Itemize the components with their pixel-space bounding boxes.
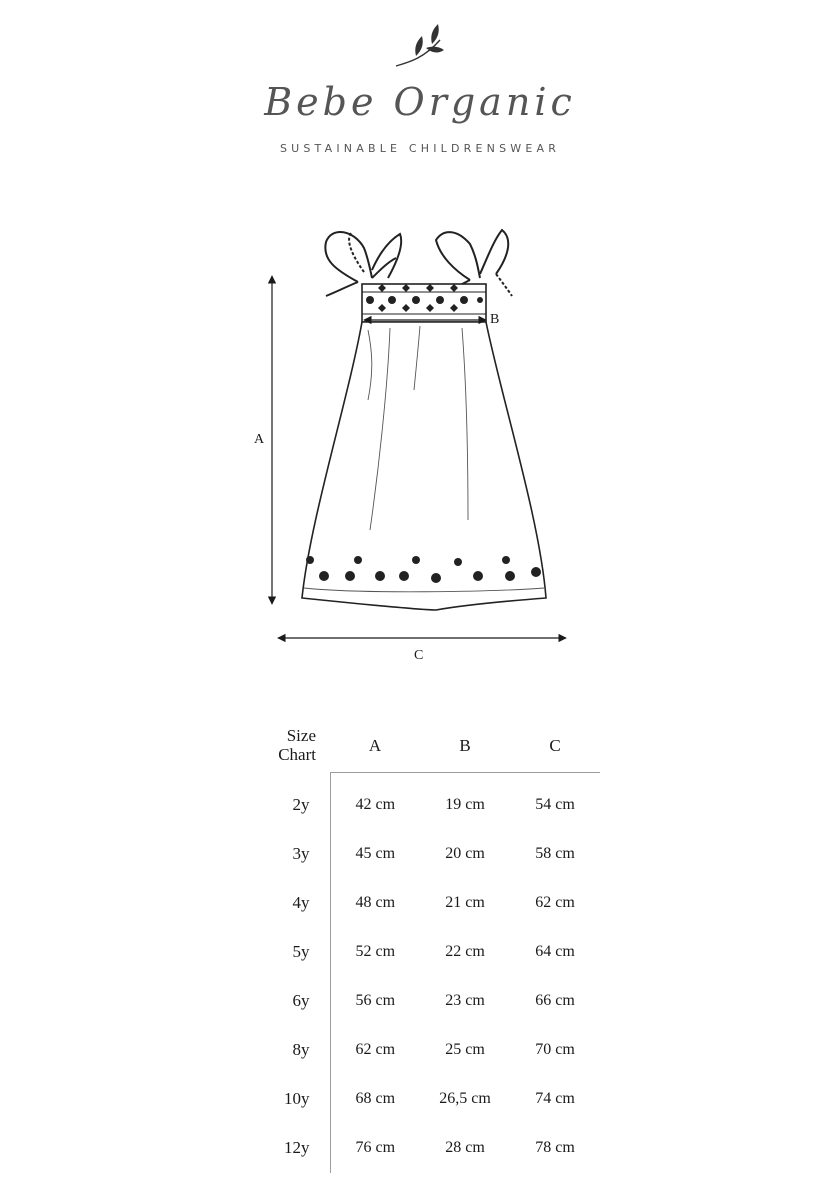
size-chart-corner-label xyxy=(240,720,330,772)
table-row xyxy=(240,1026,600,1075)
size-label: 10y xyxy=(240,1075,330,1124)
size-chart-corner-line1: Size xyxy=(286,726,316,745)
size-chart-header-row xyxy=(240,720,600,772)
measure-c: 58 cm xyxy=(535,845,575,862)
dimension-b-label: B xyxy=(490,312,500,327)
size-label: 4y xyxy=(240,879,330,928)
measure-b: 25 cm xyxy=(445,1041,485,1058)
measure-a: 76 cm xyxy=(355,1139,396,1156)
size-chart-corner-line2: Chart xyxy=(278,745,316,764)
dimension-a-label: A xyxy=(254,432,265,447)
size-label: 12y xyxy=(240,1124,330,1173)
skirt xyxy=(302,322,546,610)
table-row xyxy=(240,1075,600,1124)
table-row xyxy=(240,830,600,879)
column-header-b: B xyxy=(420,720,510,772)
measure-b: 28 cm xyxy=(445,1139,485,1156)
measure-c: 78 cm xyxy=(535,1139,575,1156)
column-header-a: A xyxy=(330,720,420,772)
dimension-c-label: C xyxy=(414,648,424,663)
dress-illustration xyxy=(240,200,600,680)
size-label: 8y xyxy=(240,1026,330,1075)
measure-c: 64 cm xyxy=(535,943,575,960)
size-chart-table xyxy=(240,720,600,1173)
dress-diagram xyxy=(240,200,600,680)
measure-c: 70 cm xyxy=(535,1041,575,1058)
leaf-icon xyxy=(380,18,460,74)
size-label: 5y xyxy=(240,928,330,977)
measure-b: 22 cm xyxy=(445,943,485,960)
measure-b: 21 cm xyxy=(445,894,485,911)
measure-a: 62 cm xyxy=(355,1041,396,1058)
size-label: 6y xyxy=(240,977,330,1026)
measure-c: 54 cm xyxy=(535,796,575,813)
measure-c: 74 cm xyxy=(535,1090,575,1107)
measure-a: 52 cm xyxy=(355,943,396,960)
size-label: 2y xyxy=(240,772,330,830)
measure-a: 68 cm xyxy=(355,1090,396,1107)
table-row xyxy=(240,928,600,977)
measure-c: 62 cm xyxy=(535,894,575,911)
measure-a: 42 cm xyxy=(355,796,396,813)
table-row xyxy=(240,879,600,928)
measure-a: 48 cm xyxy=(355,894,396,911)
measure-b: 20 cm xyxy=(445,845,485,862)
measure-a: 56 cm xyxy=(355,992,396,1009)
measure-a: 45 cm xyxy=(355,845,396,862)
measure-b: 19 cm xyxy=(445,796,485,813)
column-header-c: C xyxy=(510,720,600,772)
table-row xyxy=(240,772,600,830)
table-row xyxy=(240,1124,600,1173)
brand-tagline: SUSTAINABLE CHILDRENSWEAR xyxy=(279,142,561,155)
measure-b: 26,5 cm xyxy=(439,1090,491,1107)
size-label: 3y xyxy=(240,830,330,879)
table-row xyxy=(240,977,600,1026)
measure-c: 66 cm xyxy=(535,992,575,1009)
brand-name: Bebe Organic xyxy=(264,80,576,124)
measure-b: 23 cm xyxy=(445,992,485,1009)
